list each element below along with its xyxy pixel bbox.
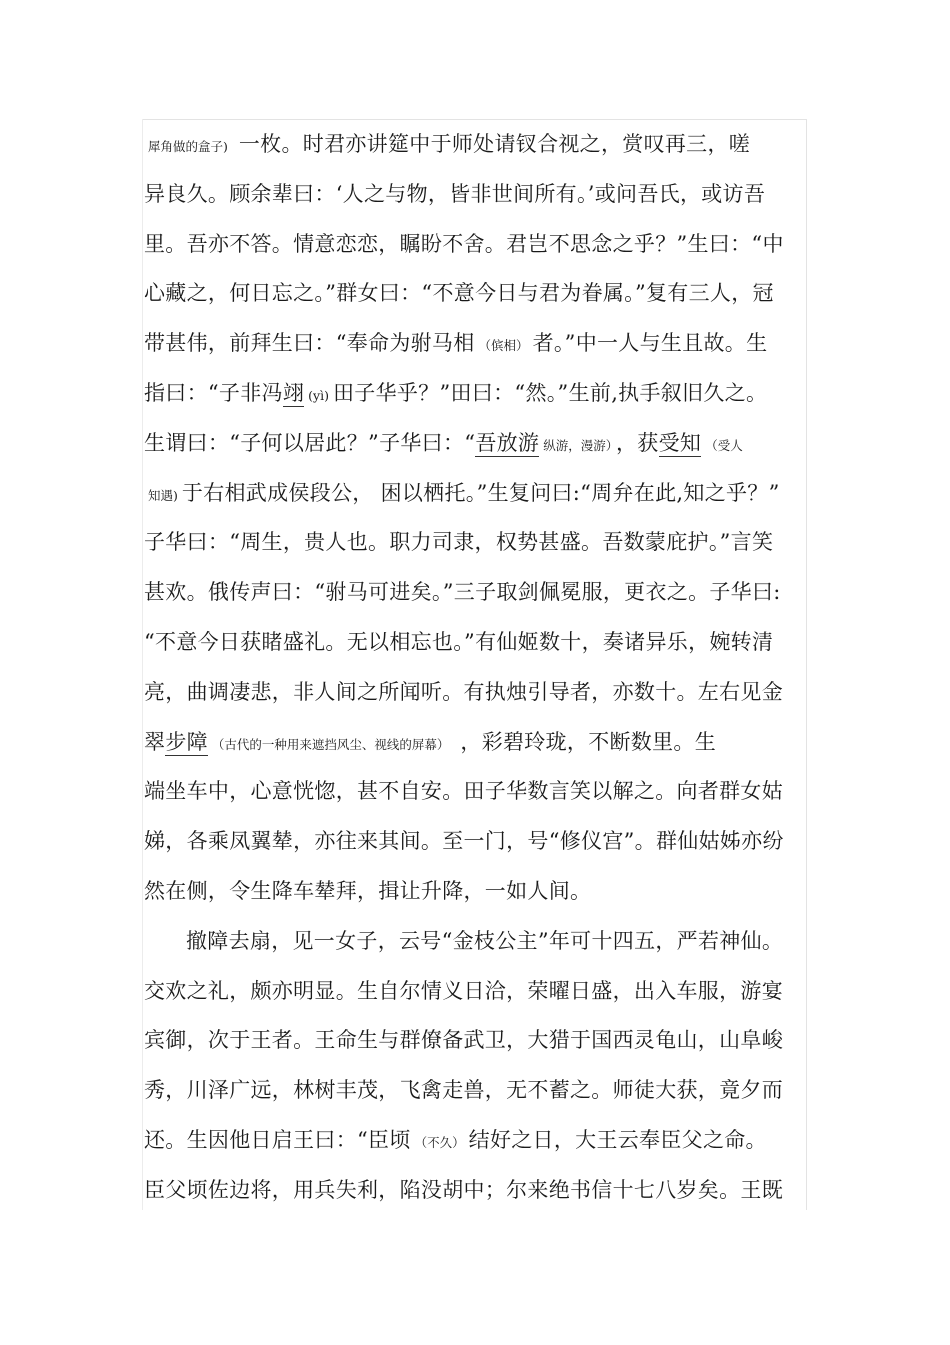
text-line (144, 124, 812, 174)
text-segment: 生谓曰：“子何以居此？”子华曰：“ (144, 430, 476, 455)
text-segment: 心藏之，何日忘之。”群女曰：“不意今日与君为眷属。”复有三人，冠 (144, 281, 774, 306)
text-line (144, 871, 812, 921)
text-segment: 异良久。顾余辈曰：‘人之与物，皆非世间所有。’或问吾氏，或访吾 (144, 181, 766, 206)
annotation-note: 纵游，漫游） (543, 437, 612, 453)
underlined-term: 步障 (165, 729, 208, 754)
text-line (144, 1070, 812, 1120)
text-line (144, 423, 812, 473)
text-segment: 一枚。时君亦讲筵中于师处请钗合视之，赏叹再三，嗟 (231, 132, 751, 156)
text-line (144, 921, 812, 971)
underlined-term: 吾放游 (475, 430, 540, 455)
text-line (144, 522, 812, 572)
text-line (144, 722, 812, 772)
text-line (144, 174, 812, 224)
text-segment: 于右相武成侯段公， 困以栖托。”生复问曰:“周弁在此,知之乎？” (181, 480, 780, 505)
text-segment: 指曰：“子非冯 (144, 380, 283, 405)
text-segment: 里。吾亦不答。情意恋恋，瞩盼不舍。君岂不思念之乎？”生曰：“中 (144, 231, 784, 256)
text-line (144, 622, 812, 672)
text-line (144, 323, 812, 373)
text-segment: 撤障去扇，见一女子，云号“金枝公主”年可十四五，严若神仙。 (186, 928, 784, 953)
text-segment: 亮，曲调凄悲，非人间之所闻听。有执烛引导者，亦数十。左右见金 (144, 679, 783, 704)
text-line (144, 672, 812, 722)
text-segment: 娣，各乘凤翼辇，亦往来其间。至一门，号“修仪宫”。群仙姑姊亦纷 (144, 829, 784, 854)
text-segment: 秀，川泽广远，林树丰茂，飞禽走兽，无不蓄之。师徒大获，竟夕而 (144, 1078, 783, 1103)
text-line (144, 971, 812, 1021)
text-segment: 甚欢。俄传声曰：“驸马可进矣。”三子取剑佩冕服，更衣之。子华曰: (144, 580, 781, 605)
annotation-note: （受人 (705, 437, 743, 453)
text-line (144, 572, 812, 622)
text-segment: 带甚伟，前拜生曰：“奉命为驸马相 (144, 331, 475, 356)
document-text (144, 124, 812, 1220)
text-segment: 结好之日，大王云奉臣父之命。 (468, 1127, 767, 1152)
text-segment: 臣父顷佐边将，用兵失利，陷没胡中；尔来绝书信十七八岁矣。王既 (144, 1177, 783, 1202)
text-line (144, 771, 812, 821)
text-segment: ，彩碧玲珑，不断数里。生 (453, 729, 717, 754)
text-segment: 翠 (144, 729, 166, 754)
text-segment: “不意今日获睹盛礼。无以相忘也。”有仙姬数十，奏诸异乐，婉转清 (144, 629, 774, 654)
annotation-note: 知遇) (148, 487, 178, 503)
text-segment: 交欢之礼，颇亦明显。生自尔情义日洽，荣曜日盛，出入车服，游宴 (144, 978, 783, 1003)
text-segment: 还。生因他日启王曰：“臣顷 (144, 1127, 411, 1152)
annotation-note: （傧相） (478, 338, 529, 354)
text-segment: 田子华乎？”田曰：“然。”生前,执手叙旧久之。 (332, 380, 768, 405)
page-frame-left-edge (142, 119, 143, 1210)
annotation-note: （古代的一种用来遮挡风尘、视线的屏幕） (211, 736, 450, 752)
text-line (144, 821, 812, 871)
text-line (144, 1020, 812, 1070)
text-line (144, 1120, 812, 1170)
text-segment: 子华曰：“周生，贵人也。职力司隶，权势甚盛。吾数蒙庇护。”言笑 (144, 530, 774, 555)
annotation-note: 犀角做的盒子) (148, 139, 228, 154)
text-line (144, 224, 812, 274)
text-segment: 然在侧，令生降车辇拜，揖让升降，一如人间。 (144, 878, 592, 903)
text-segment: ，获 (615, 430, 659, 455)
text-line (144, 1170, 812, 1220)
underlined-term: 受知 (658, 430, 702, 455)
text-line (144, 273, 812, 323)
text-segment: 宾御，次于王者。王命生与群僚备武卫，大猎于国西灵龟山，山阜峻 (144, 1028, 783, 1053)
text-segment: 者。”中一人与生且故。生 (532, 331, 768, 356)
text-segment: 端坐车中，心意恍惚，甚不自安。田子华数言笑以解之。向者群女姑 (144, 779, 783, 804)
text-line (144, 373, 812, 423)
text-line (144, 473, 812, 523)
annotation-note: （不久） (414, 1134, 465, 1150)
annotation-note: (yì) (308, 387, 329, 403)
underlined-term: 翊 (282, 380, 305, 405)
